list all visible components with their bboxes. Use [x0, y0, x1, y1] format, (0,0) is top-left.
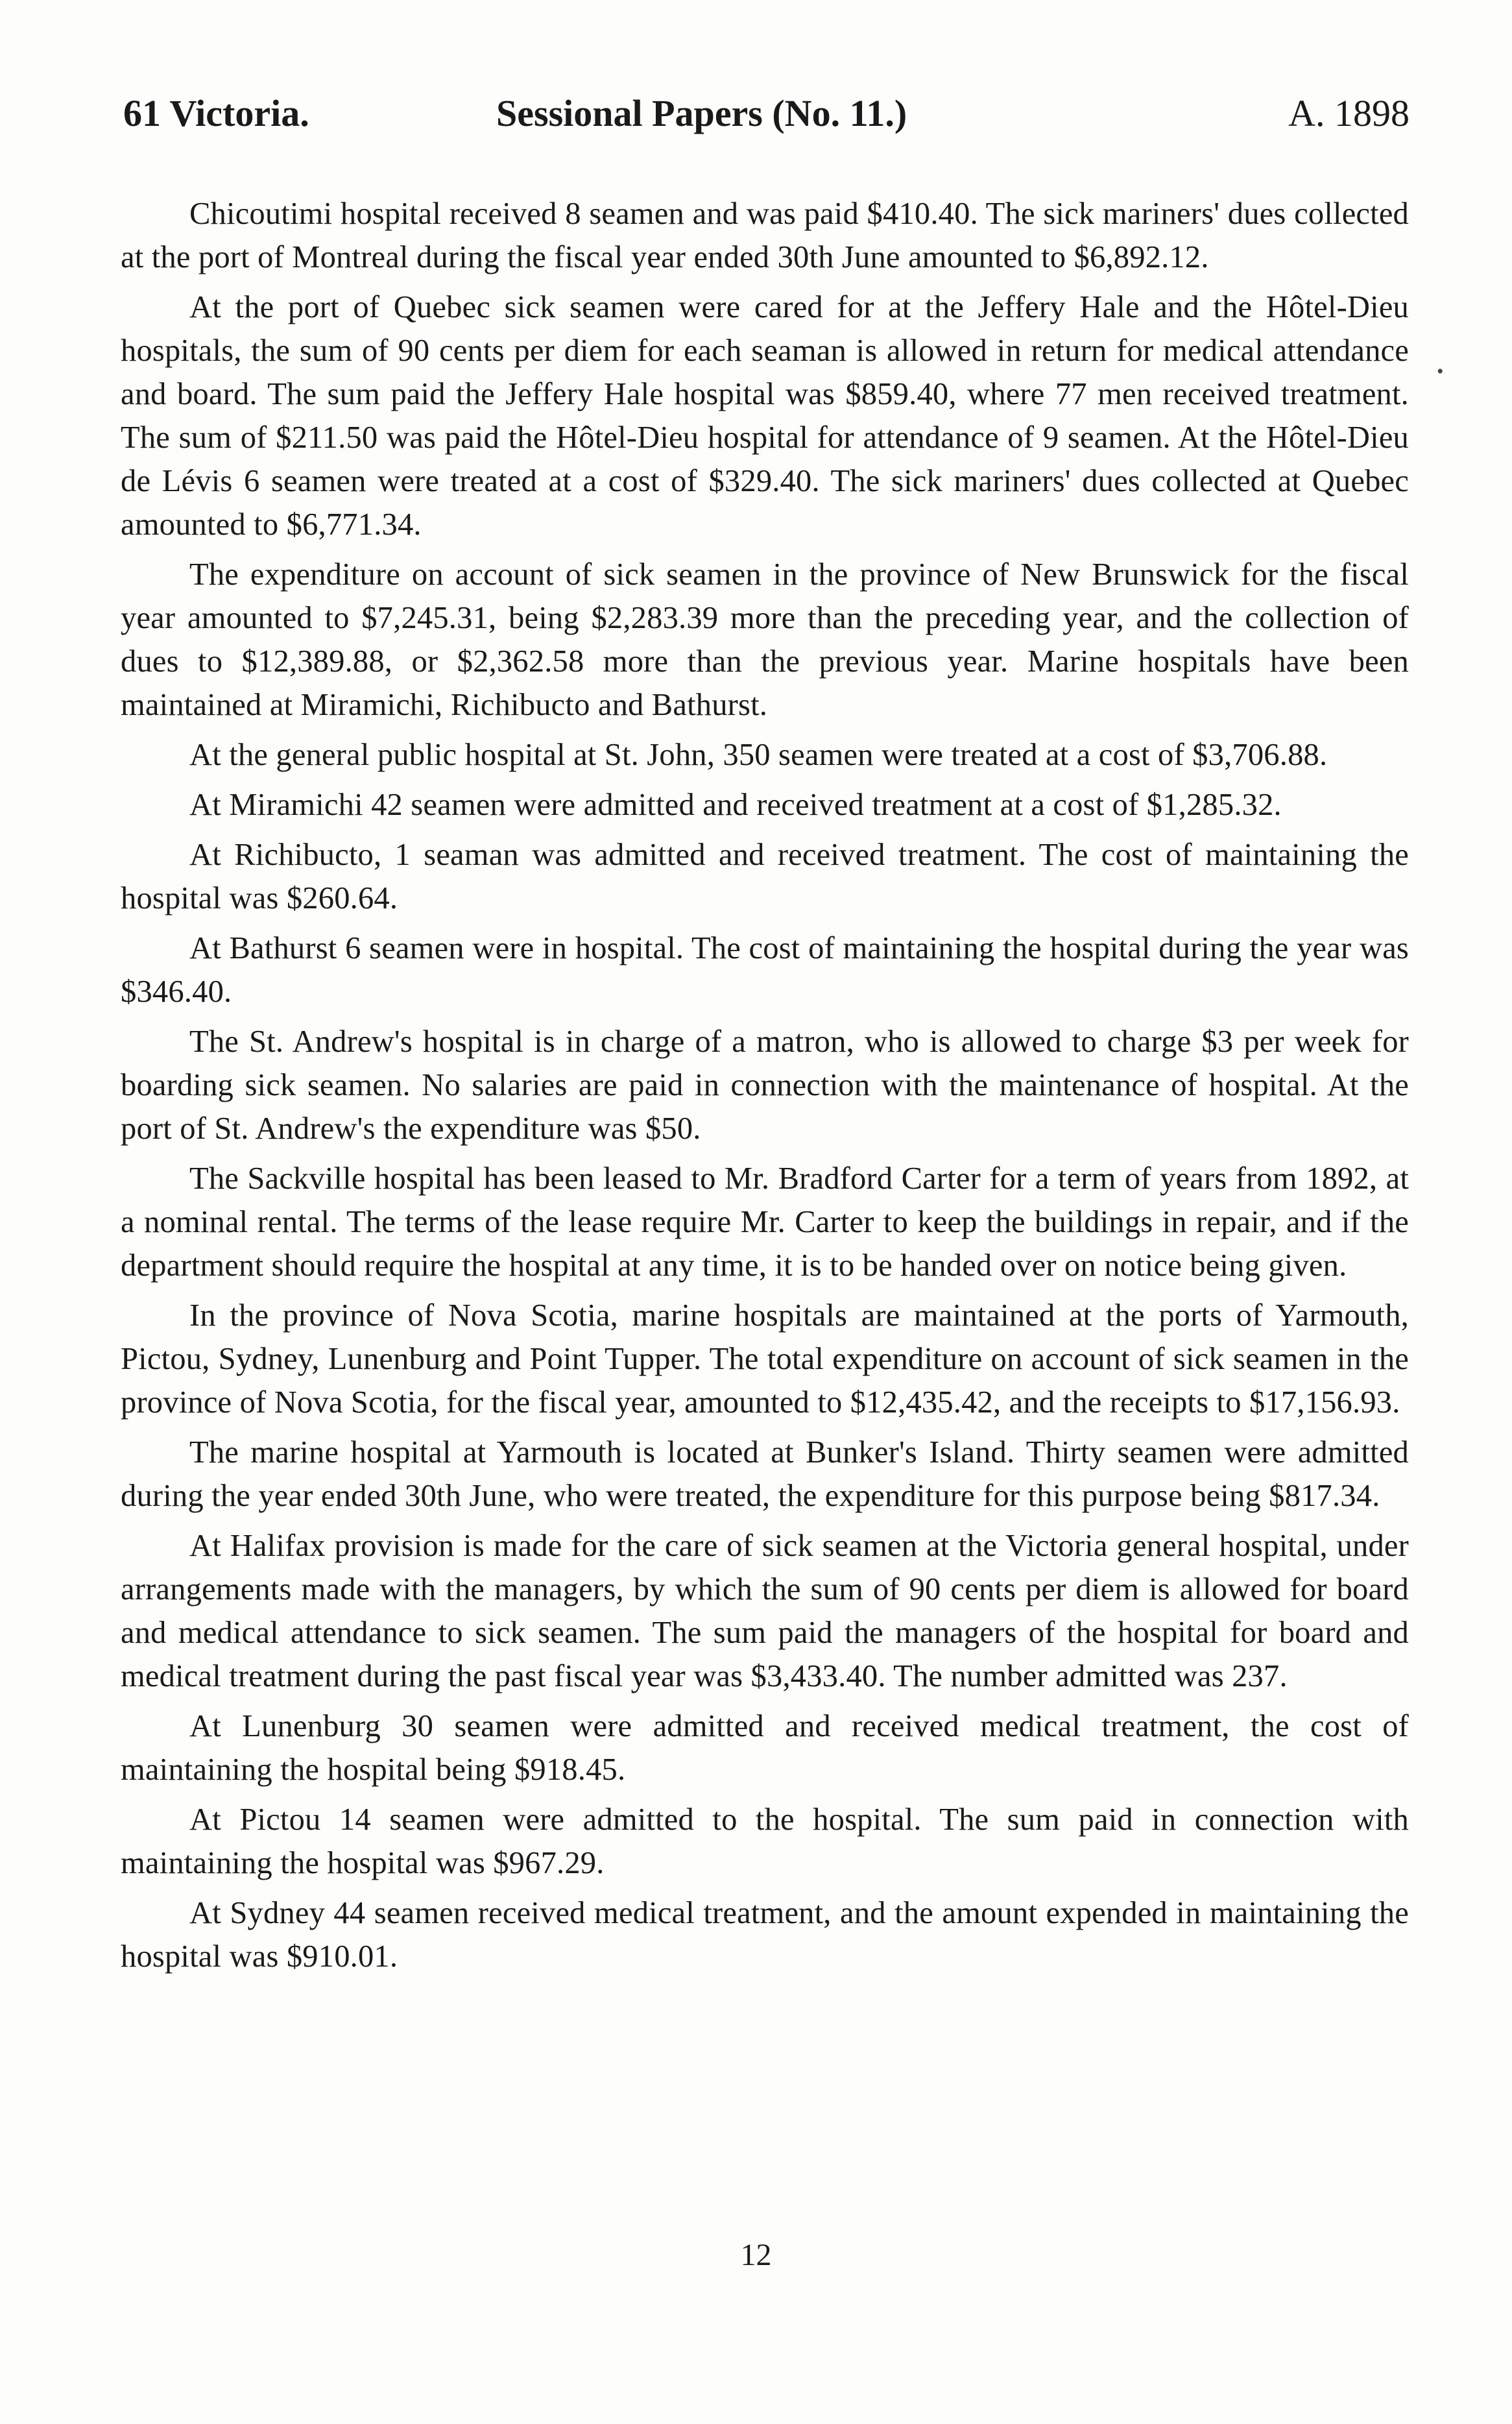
- paragraph-halifax: At Halifax provision is made for the care of sick seamen at the Victoria general hospital, under arrangements made with the managers, by which the sum of 90 cents per diem is allowed for board and medical attendance to sick seamen. The sum paid the managers of the hospital for board and medical treatment during the past fiscal year was $3,433.40. The number admitted was 237.: [121, 1529, 1409, 1693]
- paragraph-chicoutimi: Chicoutimi hospital received 8 seamen and was paid $410.40. The sick mariners' dues collected at the port of Montreal during the fiscal year ended 30th June amounted to $6,892.12.: [121, 197, 1409, 274]
- running-header: [123, 84, 1410, 143]
- paragraph-yarmouth: The marine hospital at Yarmouth is located at Bunker's Island. Thirty seamen were admitted during the year ended 30th June, who were treated, the expenditure for this purpose being $817.34.: [121, 1435, 1409, 1513]
- header-year: A. 1898: [1288, 92, 1410, 134]
- header-title: Sessional Papers (No. 11.): [496, 92, 907, 134]
- paragraph-quebec: At the port of Quebec sick seamen were cared for at the Jeffery Hale and the Hôtel-Dieu hospitals, the sum of 90 cents per diem for each seaman is allowed in return for medical attendance and board. The sum paid the Jeffery Hale hospital was $859.40, where 77 men received treatment. The sum of $211.50 was paid the Hôtel-Dieu hospital for attendance of 9 seamen. At the Hôtel-Dieu de Lévis 6 seamen were treated at a cost of $329.40. The sick mariners' dues collected at Quebec amounted to $6,771.34.: [121, 290, 1409, 542]
- paragraph-new-brunswick: The expenditure on account of sick seamen in the province of New Brunswick for the fiscal year amounted to $7,245.31, being $2,283.39 more than the preceding year, and the collection of dues to $12,389.88, or $2,362.58 more than the previous year. Marine hospitals have been maintained at Miramichi, Richibucto and Bathurst.: [121, 557, 1409, 722]
- page-number: 12: [740, 2238, 772, 2272]
- paragraph-richibucto: At Richibucto, 1 seaman was admitted and received treatment. The cost of maintaining the hospital was $260.64.: [121, 838, 1409, 915]
- paragraph-pictou: At Pictou 14 seamen were admitted to the hospital. The sum paid in connection with maintaining the hospital was $967.29.: [121, 1802, 1409, 1880]
- body-text: [121, 192, 1409, 1985]
- paragraph-st-john: At the general public hospital at St. John, 350 seamen were treated at a cost of $3,706.88.: [189, 738, 1328, 772]
- paragraph-st-andrews: The St. Andrew's hospital is in charge of a matron, who is allowed to charge $3 per week for boarding sick seamen. No salaries are paid in connection with the maintenance of hospital. At the port of St. Andrew's the expenditure was $50.: [121, 1024, 1409, 1146]
- paragraph-lunenburg: At Lunenburg 30 seamen were admitted and received medical treatment, the cost of maintaining the hospital being $918.45.: [121, 1709, 1409, 1787]
- header-session: 61 Victoria.: [123, 92, 309, 134]
- margin-dot: •: [1437, 361, 1444, 382]
- paragraph-bathurst: At Bathurst 6 seamen were in hospital. The cost of maintaining the hospital during the year was $346.40.: [121, 931, 1409, 1009]
- paragraph-miramichi: At Miramichi 42 seamen were admitted and received treatment at a cost of $1,285.32.: [189, 788, 1282, 822]
- paragraph-nova-scotia: In the province of Nova Scotia, marine hospitals are maintained at the ports of Yarmouth, Pictou, Sydney, Lunenburg and Point Tupper. The total expenditure on account of sick seamen in the province of Nova Scotia, for the fiscal year, amounted to $12,435.42, and the receipts to $17,156.93.: [121, 1298, 1409, 1420]
- paragraph-sackville: The Sackville hospital has been leased to Mr. Bradford Carter for a term of years from 1892, at a nominal rental. The terms of the lease require Mr. Carter to keep the buildings in repair, and if the department should require the hospital at any time, it is to be handed over on notice being given.: [121, 1161, 1409, 1283]
- paragraph-sydney: At Sydney 44 seamen received medical treatment, and the amount expended in maintaining the hospital was $910.01.: [121, 1896, 1409, 1974]
